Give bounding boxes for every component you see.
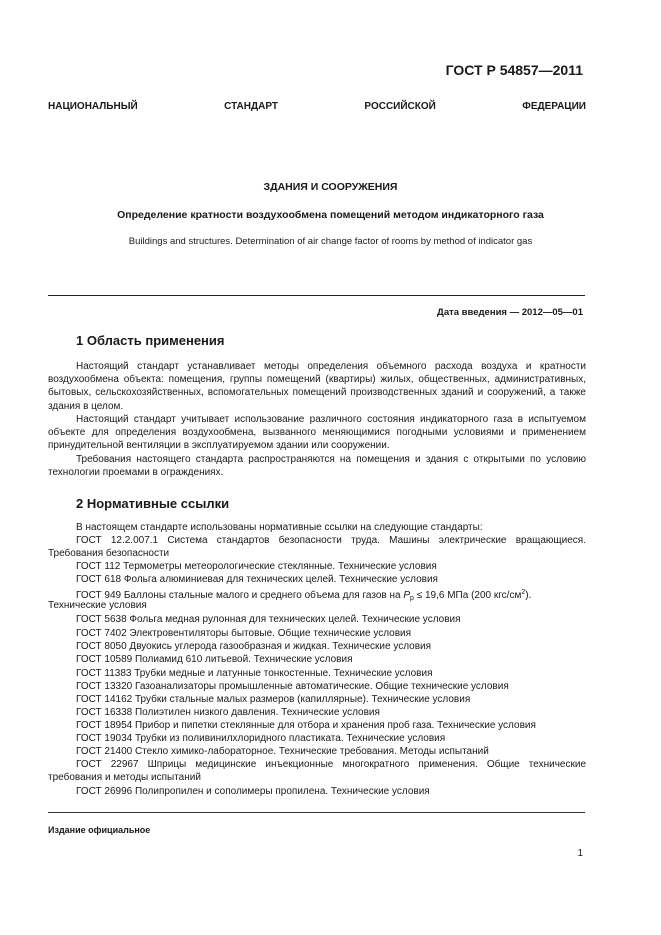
ref-gost-12-2-007-1: ГОСТ 12.2.007.1 Система стандартов безопасности труда. Машины электрические вращающиеся. Требования безопасности xyxy=(48,535,586,560)
section-1-paragraph-3: Требования настоящего стандарта распространяются на помещения и здания с открытыми по условию технологии проемами в ограждениях. xyxy=(48,454,586,479)
introduction-date: Дата введения — 2012—05—01 xyxy=(437,307,583,318)
official-edition-label: Издание официальное xyxy=(48,825,151,835)
ref-gost-19034: ГОСТ 19034 Трубки из поливинилхлоридного пластиката. Технические условия xyxy=(76,733,446,744)
ref-gost-26996: ГОСТ 26996 Полипропилен и сополимеры пропилена. Технические условия xyxy=(76,786,430,797)
ref-gost-949-continuation: Технические условия xyxy=(48,600,147,611)
ref-gost-13320: ГОСТ 13320 Газоанализаторы промышленные автоматические. Общие технические условия xyxy=(76,681,509,692)
ref-gost-7402: ГОСТ 7402 Электровентиляторы бытовые. Общие технические условия xyxy=(76,628,412,639)
ref-gost-10589: ГОСТ 10589 Полиамид 610 литьевой. Технические условия xyxy=(76,654,353,665)
ref-gost-949-text-cont: ≤ 19,6 МПа (200 кгс/см xyxy=(413,590,522,601)
document-code: ГОСТ Р 54857—2011 xyxy=(445,62,583,78)
section-2-intro: В настоящем стандарте использованы нормативные ссылки на следующие стандарты: xyxy=(76,522,483,533)
ref-gost-949-text: ГОСТ 949 Баллоны стальные малого и среднего объема для газов на xyxy=(76,590,404,601)
pressure-subscript: р xyxy=(410,595,414,602)
ref-gost-21400: ГОСТ 21400 Стекло химико-лабораторное. Технические требования. Методы испытаний xyxy=(76,746,489,757)
ref-gost-22967: ГОСТ 22967 Шприцы медицинские инъекционные многократного применения. Общие технические требования и методы испытаний xyxy=(48,759,586,784)
title-russian: Определение кратности воздухообмена помещений методом индикаторного газа xyxy=(117,209,544,221)
natstd-word: ФЕДЕРАЦИИ xyxy=(522,101,586,112)
ref-gost-8050: ГОСТ 8050 Двуокись углерода газообразная и жидкая. Технические условия xyxy=(76,641,432,652)
ref-gost-16338: ГОСТ 16338 Полиэтилен низкого давления. Технические условия xyxy=(76,707,380,718)
footer-rule xyxy=(48,812,585,813)
unit-superscript: 2 xyxy=(521,589,526,596)
ref-gost-11383: ГОСТ 11383 Трубки медные и латунные тонкостенные. Технические условия xyxy=(76,668,433,679)
national-standard-heading xyxy=(48,101,586,112)
section-1-paragraph-1: Настоящий стандарт устанавливает методы определения объемного расхода воздуха и кратности воздухообмена объекта: помещения, группы помещений (квартиры) жилых, общественных, административных, бытовых, сельскохозяйственных, вспомогательных помещений производственных зданий и сооружений, а также здания в целом. xyxy=(48,361,586,412)
natstd-word: СТАНДАРТ xyxy=(224,101,278,112)
ref-gost-949-tail: ). xyxy=(525,590,532,601)
ref-gost-5638: ГОСТ 5638 Фольга медная рулонная для технических целей. Технические условия xyxy=(76,614,461,625)
ref-gost-112: ГОСТ 112 Термометры метеорологические стеклянные. Технические условия xyxy=(76,561,437,572)
section-1-paragraph-2: Настоящий стандарт учитывает использование различного состояния индикаторного газа в испытуемом объекте для определения воздухообмена, вызванного меняющимися погодными условиями и применением принудительной вентиляции в эксплуатируемом здании или сооружении. xyxy=(48,414,586,452)
title-main: ЗДАНИЯ И СООРУЖЕНИЯ xyxy=(263,181,398,193)
ref-gost-18954: ГОСТ 18954 Прибор и пипетки стеклянные для отбора и хранения проб газа. Технические условия xyxy=(76,720,536,731)
ref-gost-618: ГОСТ 618 Фольга алюминиевая для технических целей. Технические условия xyxy=(76,574,438,585)
natstd-word: НАЦИОНАЛЬНЫЙ xyxy=(48,101,138,112)
title-english: Buildings and structures. Determination of air change factor of rooms by method of indicator gas xyxy=(128,236,533,247)
pressure-variable: P xyxy=(403,590,411,601)
page-number: 1 xyxy=(577,848,583,859)
section-2-heading: 2 Нормативные ссылки xyxy=(76,496,230,511)
ref-gost-14162: ГОСТ 14162 Трубки стальные малых размеров (капиллярные). Технические условия xyxy=(76,694,471,705)
divider-rule xyxy=(48,295,585,296)
natstd-word: РОССИЙСКОЙ xyxy=(364,101,436,112)
section-1-heading: 1 Область применения xyxy=(76,333,225,348)
